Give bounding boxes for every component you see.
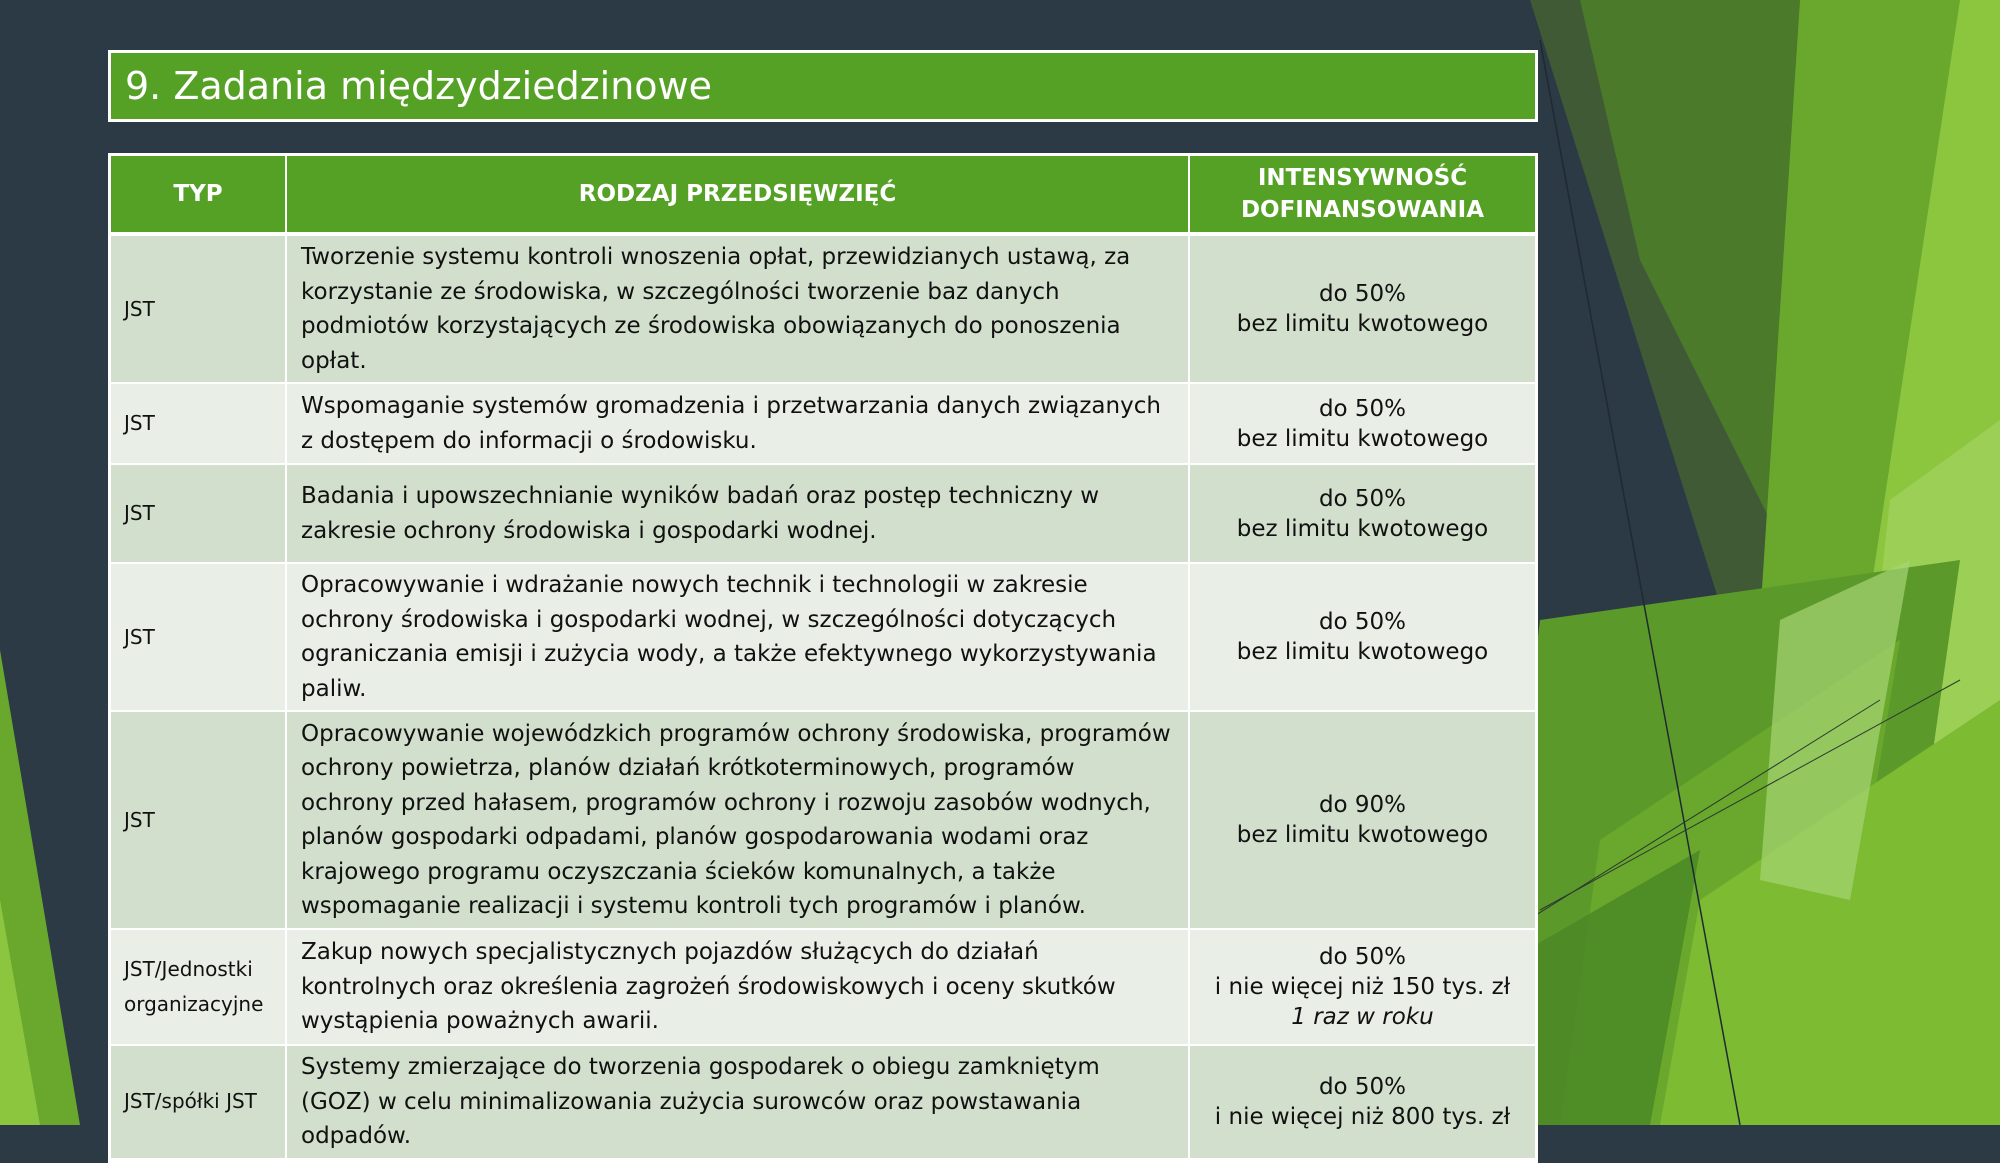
table-row xyxy=(111,1045,1535,1159)
cell-typ-line2: organizacyjne xyxy=(124,992,264,1016)
intensywnosc-percent: do 90% xyxy=(1318,792,1407,818)
cell-intensywnosc xyxy=(1189,563,1535,711)
intensywnosc-limit: bez limitu kwotowego xyxy=(1236,639,1489,665)
intensywnosc-percent: do 50% xyxy=(1318,944,1407,970)
intensywnosc-percent: do 50% xyxy=(1318,1073,1407,1100)
cell-rodzaj: Systemy zmierzające do tworzenia gospodarek o obiegu zamkniętym (GOZ) w celu minimalizowania zużycia surowców oraz powstawania odpadów. xyxy=(286,1045,1189,1159)
cell-intensywnosc xyxy=(1189,711,1535,929)
cell-rodzaj: Zakup nowych specjalistycznych pojazdów służących do działań kontrolnych oraz określenia zagrożeń środowiskowych i oceny skutków wystąpienia poważnych awarii. xyxy=(286,929,1189,1045)
intensywnosc-limit: i nie więcej niż 150 tys. zł xyxy=(1214,974,1511,1000)
cell-typ: JST/spółki JST xyxy=(111,1045,286,1159)
intensywnosc-limit: bez limitu kwotowego xyxy=(1236,822,1489,848)
cell-intensywnosc xyxy=(1189,1045,1535,1159)
header-intensywnosc-line1: INTENSYWNOŚĆ xyxy=(1257,165,1468,191)
table-row xyxy=(111,563,1535,711)
table-row xyxy=(111,234,1535,383)
table-row xyxy=(111,711,1535,929)
cell-typ xyxy=(111,929,286,1045)
header-rodzaj: RODZAJ PRZEDSIĘWZIĘĆ xyxy=(286,156,1189,234)
intensywnosc-percent: do 50% xyxy=(1318,485,1407,512)
header-intensywnosc-line2: DOFINANSOWANIA xyxy=(1240,197,1485,223)
table-header-row xyxy=(111,156,1535,234)
cell-typ-line1: JST/Jednostki xyxy=(124,957,253,981)
intensywnosc-percent: do 50% xyxy=(1318,609,1407,635)
cell-rodzaj: Tworzenie systemu kontroli wnoszenia opłat, przewidzianych ustawą, za korzystanie ze środowiska, w szczególności tworzenie baz danych podmiotów korzystających ze środowiska obowiązanych do ponoszenia opłat. xyxy=(286,234,1189,383)
cell-intensywnosc xyxy=(1189,383,1535,464)
table-row xyxy=(111,464,1535,563)
intensywnosc-percent: do 50% xyxy=(1318,281,1407,307)
intensywnosc-limit: i nie więcej niż 800 tys. zł xyxy=(1214,1103,1511,1130)
intensywnosc-frequency: 1 raz w roku xyxy=(1291,1004,1434,1030)
header-typ: TYP xyxy=(111,156,286,234)
cell-typ: JST xyxy=(111,711,286,929)
table-row xyxy=(111,383,1535,464)
cell-typ: JST xyxy=(111,234,286,383)
cell-typ: JST xyxy=(111,464,286,563)
slide-title: 9. Zadania międzydziedzinowe xyxy=(125,64,712,108)
cell-rodzaj: Badania i upowszechnianie wyników badań oraz postęp techniczny w zakresie ochrony środowiska i gospodarki wodnej. xyxy=(286,464,1189,563)
funding-table xyxy=(108,153,1538,1163)
intensywnosc-limit: bez limitu kwotowego xyxy=(1236,425,1489,452)
cell-typ: JST xyxy=(111,383,286,464)
cell-intensywnosc xyxy=(1189,929,1535,1045)
cell-rodzaj: Opracowywanie wojewódzkich programów ochrony środowiska, programów ochrony powietrza, planów działań krótkoterminowych, programów ochrony przed hałasem, programów ochrony i rozwoju zasobów wodnych, planów gospodarki odpadami, planów gospodarowania wodami oraz krajowego programu oczyszczania ścieków komunalnych, a także wspomaganie realizacji i systemu kontroli tych programów i planów. xyxy=(286,711,1189,929)
intensywnosc-limit: bez limitu kwotowego xyxy=(1236,515,1489,542)
intensywnosc-limit: bez limitu kwotowego xyxy=(1236,311,1489,337)
slide-title-bar xyxy=(108,50,1538,122)
cell-intensywnosc xyxy=(1189,464,1535,563)
cell-typ: JST xyxy=(111,563,286,711)
table-row xyxy=(111,929,1535,1045)
cell-intensywnosc xyxy=(1189,234,1535,383)
intensywnosc-percent: do 50% xyxy=(1318,395,1407,422)
header-intensywnosc xyxy=(1189,156,1535,234)
cell-rodzaj: Wspomaganie systemów gromadzenia i przetwarzania danych związanych z dostępem do informacji o środowisku. xyxy=(286,383,1189,464)
cell-rodzaj: Opracowywanie i wdrażanie nowych technik i technologii w zakresie ochrony środowiska i gospodarki wodnej, w szczególności dotyczących ograniczania emisji i zużycia wody, a także efektywnego wykorzystywania paliw. xyxy=(286,563,1189,711)
